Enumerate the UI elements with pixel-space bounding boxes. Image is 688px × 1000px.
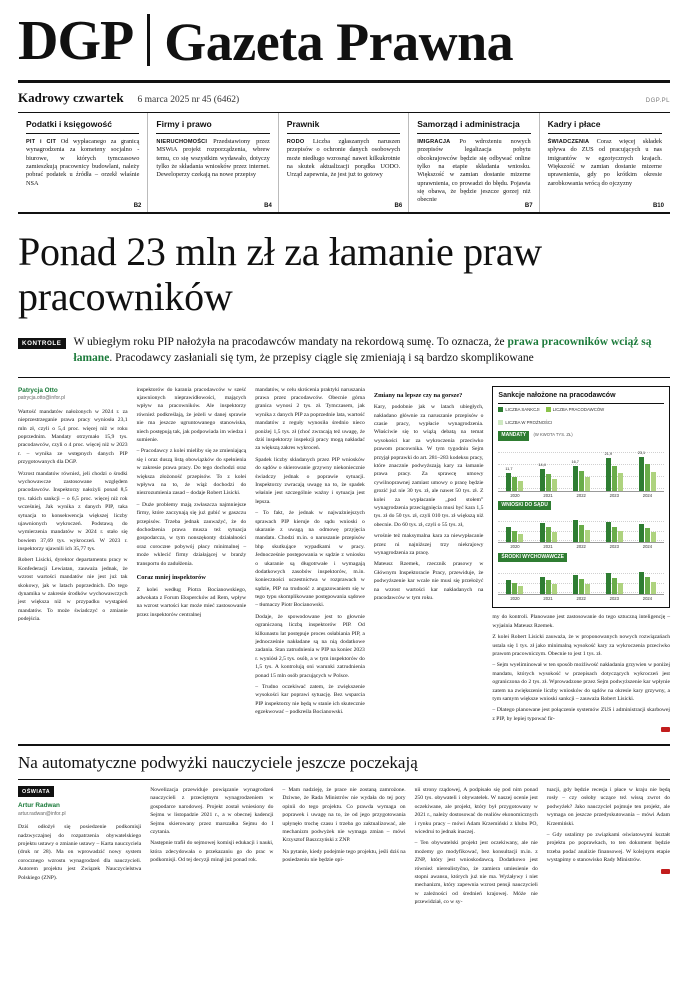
- chart-bar: [612, 466, 617, 491]
- paragraph: mandatów, w celu skrócenia praktyki naruszania prawa przez pracodawców. Obecnie górna granica wynosi 2 tys. zł. Tymczasem, jak wynika z danych PIP za poprzednie lata, wartość mandatów z reguły wynosiła średnio nieco poniżej 1,5 tys. zł (choć zwracają też uwagę, że dziś inspektorzy inspekcji pracy mogą nakładać za większą zakres wykroceń.: [255, 386, 365, 452]
- secondary-column-2: [150, 786, 273, 909]
- chart-bar-group: [606, 444, 623, 491]
- chart-bar: [518, 481, 523, 490]
- paragraph: tuacji, gdy będzie recesja i płace w kraju nie będą rosły – czy osłoby uczące też wissą zwrot do podwyżek? Jako nauczyciel pojmuje ten projekt, ale wymaga on jeszcze przedyskutowania – mówi Adam Krzemiński.: [546, 787, 670, 827]
- chart-bar-label: 23,1: [637, 450, 646, 455]
- teaser-body: Od wypłacanego za granicą wynagrodzenia za kometeny socjalno - biurowe, w których tymczasowo zamieszkują pracownicy budowlani, należy pobrać podatek u źródła – orzekł właśnie NSA: [26, 138, 140, 187]
- chart-bar-label: 14,4: [538, 463, 546, 468]
- chart-bar: [540, 523, 545, 543]
- article-column-2: [137, 386, 247, 735]
- chart-bar: [606, 573, 611, 594]
- chart-bar-label: 16,7: [571, 460, 579, 465]
- category-badge: OŚWIATA: [18, 786, 54, 797]
- teaser-podatki[interactable]: [18, 113, 148, 212]
- paragraph: Wartość mandatów nałożonych w 2024 r. za nieprzestrzeganie prawa pracy wyniosła 23,1 mln zł, czyli o 5,4 proc. więcej niż w roku poprzednim. Mandaty otrzymało 15,9 tys. pracodawców, czyli o 4 proc. więcej niż w 2023 r. – wynika ze wstępnych danych PIP przygotowanych dla DGP.: [18, 408, 128, 466]
- paragraph: – Mam nadzieję, że prace nie zostaną zamrożone. Dziwne, że Rada Ministrów nie wydała do tej pory opinii do tego projektu. Co prawda wymaga on poprawek i uwagę na to, że od jego przygotowania upłynęło trochę czasu i trzeba go zaktualizować, ale mechanizm podwyżek nie wymaga zmian – mówi Krzysztof Baszczyński z ZNP.: [282, 787, 406, 844]
- chart-bar: [540, 577, 545, 595]
- chart-bars: [498, 565, 664, 594]
- chart-plot-wnioski: [498, 513, 664, 543]
- end-mark-wrap: [547, 868, 670, 876]
- teaser-tag: ŚWIADCZENIA: [547, 139, 590, 145]
- teaser-rule: [287, 133, 400, 134]
- end-mark: [661, 727, 670, 732]
- chart-bar: [618, 473, 623, 491]
- section-rule: [18, 744, 670, 746]
- chart-bar: [571, 460, 579, 491]
- legend-item: [546, 407, 605, 413]
- chart-bar: [612, 527, 617, 543]
- legend-label: LICZBA SANKCJI: [505, 407, 540, 413]
- section-teasers: [18, 113, 670, 214]
- chart-bar: [552, 479, 557, 491]
- chart-bar-group: [639, 565, 656, 594]
- article-column-5: [492, 386, 670, 735]
- chart-bar: [585, 530, 590, 542]
- chart-xtick: 2024: [642, 596, 653, 602]
- chart-bar: [552, 584, 557, 594]
- paragraph: – Dlatego planowane jest połączenie systemów ZUS i administracji skarbowej z PIP, by lepiej typować fir-: [492, 707, 670, 722]
- chart-xtick: 2024: [642, 492, 653, 498]
- chart-xtick: 2021: [543, 492, 553, 498]
- chart-bar-group: [606, 565, 623, 594]
- secondary-column-4: [415, 786, 538, 909]
- article-column-3: [255, 386, 365, 735]
- chart-xtick: 2020: [510, 492, 520, 498]
- teaser-title: Firmy i prawo: [156, 119, 212, 129]
- paragraph: nii strony rządowej, A podpisało się pod nim ponad 250 tys. obywateli i obywatelek. W naszej ocenie jest oczekiwane, ale projekt, który był przygotowany w 2021 r., należy dostosować do realiów ekonomicznych i rynku pracy – mówi Adam Krzemiński z klubu PO, wicedrui to jednak inaczej.: [414, 787, 538, 836]
- chart-bar: [606, 522, 611, 542]
- masthead-logo-dgp: DGP: [18, 10, 134, 73]
- lede: [18, 334, 670, 367]
- subhead-bar: [18, 83, 670, 112]
- masthead: [18, 10, 670, 74]
- chart-xtick: 2023: [609, 544, 619, 550]
- chart-bar: [506, 580, 511, 595]
- chart-bar: [552, 532, 557, 543]
- teaser-samorzad[interactable]: [409, 113, 539, 212]
- masthead-title: Gazeta Prawna: [164, 11, 514, 72]
- paragraph: Wzrost mandatów również, jeli chodzi o środki wychowawcze zastosowane względem pracodawców. Inspektorzy nałożyli ponad 8,5 tys. takich sankcji – o 6,5 proc. więcej niż rok wcześniej, Jak wynika z danych PIP, taka sytuacja to konsekwencja większej liczby ujawnionych wykroczeń. Podstawą do wymierzenia mandatów w 2024 r. stało się bowiem 37,69 tys. wykroczeń. W 2023 r. inspektorzy ujawnili ich 35,77 tys.: [18, 470, 128, 553]
- chart-bar: [579, 471, 584, 490]
- chart-group-note: (W KWOTA TYS. ZŁ): [533, 432, 573, 438]
- secondary-column-5: [547, 786, 670, 909]
- teaser-rule: [548, 133, 662, 134]
- chart-bar: [518, 586, 523, 594]
- chart-bar: [512, 531, 517, 543]
- secondary-rule: [18, 779, 670, 780]
- site-logo: DGP.PL: [645, 98, 670, 104]
- teaser-kadry[interactable]: [540, 113, 670, 212]
- chart-bar-group: [506, 444, 523, 491]
- chart-bar: [645, 528, 650, 542]
- chart-bar-label: 21,9: [604, 452, 612, 457]
- lede-text: [74, 334, 670, 367]
- teaser-body: Przedstawiony przez MSWiA projekt rozporządzenia, wbrew temu, co się wszystkim wydawało, dotyczy tylko że składania wniosków przez internet. Deweloperzy czekają na nowe przepisy: [156, 138, 270, 179]
- subheading: Coraz mniej inspektorów: [136, 573, 206, 581]
- secondary-article-body: [18, 786, 670, 909]
- paragraph: – Gdy ustalimy po związkami oświatowymi kształt projektu po poprawkach, to ten dokument będzie trzeba podać analizie finansowej. W kolejnym etapie wystąpimy o stanowisko Rady Ministrów.: [546, 832, 670, 864]
- chart-bar: [639, 572, 644, 594]
- teaser-page: B7: [524, 203, 533, 210]
- chart-bar: [604, 452, 612, 490]
- chart-group-mandaty: [498, 429, 664, 499]
- teaser-text: [548, 138, 662, 188]
- teaser-rule: [156, 133, 269, 134]
- chart-bar: [538, 463, 546, 490]
- teaser-body: Po wdrożeniu nowych przepisów legalizacja pobytu obcokrajowców będzie się odbywać online tylko na etapie składania wniosku. Większоść w zamian dostanie mizerne uprawnienia, co prowadzi do błędu. Pojawia się obawa, że będzie jeszcze gorzej niż obecnie: [417, 138, 531, 204]
- chart-bar: [506, 527, 511, 542]
- byline: [18, 801, 141, 818]
- paragraph: Dodaje, że spowodowane jest to głownie ograniczoną liczbą inspektorów PIP. Od kilkunastu lat postępuje proces osłabiania PIP, a jednocześnie nakładane są na nią dodatkowe zadania. Stan zatrudnienia w PIP na koniec 2023 r. wyniósł 2,5 tys. osób, a w tym inspektorów do 1,5 tys. A kontrolują oni warunki zatrudnienia ponad 15 mln osób pracujących w Polsce.: [255, 613, 365, 679]
- teaser-tag: PIT i CIT: [26, 139, 57, 145]
- chart-bar: [612, 578, 617, 594]
- chart-bar-group: [606, 513, 623, 542]
- chart-bar: [512, 583, 517, 594]
- teaser-text: [287, 138, 400, 180]
- teaser-text: [26, 138, 139, 188]
- chart-group-title: WNIOSKI DO SĄDU: [498, 501, 550, 511]
- chart-xtick: 2022: [576, 596, 586, 602]
- chart-xtick: 2024: [642, 544, 653, 550]
- chart-xtick: 2020: [510, 544, 520, 550]
- legend-swatch-3: [498, 420, 503, 425]
- chart-sankcje: [492, 386, 670, 609]
- paragraph: – Pracodawcy z kolei mieliby się ze zmieniającą się i oraz duszą listą obowiązków do spełnienia w zakresie prawa pracy. Do tego dochodzi oraz większa złożoność przepisów. To z kolei wpływa na to, że wiąż dochodzi do niezrozumienia zasad – dodaje Robert Lisicki.: [136, 448, 247, 497]
- chart-bar: [585, 477, 590, 490]
- subheading: Zmiany na lepsze czy na gorsze?: [373, 391, 463, 399]
- chart-bar: [546, 527, 551, 542]
- paragraph: Spadek liczby składanych przez PIP wniosków do sądów o skierowanie grzywny niekoniecznie świadczy jednak o poprawie sytuacji. Inspektorzy zwracają uwagę na to, że spadek właśnie jest szczególnie ważny i sytuacja jest lepsza.: [255, 456, 365, 505]
- chart-group-srodki: [498, 551, 664, 603]
- author-email: patrycja.otto@infor.pl: [18, 395, 66, 402]
- chart-xaxis: [498, 596, 664, 602]
- secondary-column-1: [18, 786, 141, 909]
- chart-bar-group: [639, 444, 656, 491]
- chart-bar-group: [540, 444, 557, 491]
- teaser-text: [417, 138, 530, 204]
- teaser-page: B4: [264, 203, 272, 210]
- chart-xtick: 2023: [609, 596, 619, 602]
- teaser-title: Podatki i księgowość: [26, 119, 112, 129]
- chart-bar: [651, 532, 656, 542]
- chart-group-wnioski: [498, 499, 664, 551]
- paragraph: Robert Lisicki, dyrektor departamentu pracy w Konfederacji Lewiatan, zauważa jednak, że wzrost wartości mandatów nie jest już tak skokowy, jak w latach poprzednich. Do tego dynamika w zakresie środków wychowawczych jest większa niż w przypadku wystąpień mandatów. To może świadczyć o zmianie podejścia.: [18, 557, 128, 623]
- article-column-4: [374, 386, 484, 735]
- paragraph: inspektorów do karania pracodawców w sześć ujawnionych nieprawidłowości, mających wpływ na pracowników. Ale inspektorzy również podkreślają, że jeżeli w danej sprawie nie ma jeszcze ugruntowanego stanowiska, niech postępują tak, jak podpowiada im wiedza i sumienie.: [136, 386, 247, 444]
- chart-bar: [645, 464, 650, 490]
- legend-item: [498, 407, 539, 413]
- chart-bar: [645, 577, 650, 594]
- legend-label: LICZBA PRACODAWCÓW: [552, 407, 605, 413]
- edition-kicker: Kadrowy czwartek: [18, 90, 124, 105]
- legend-item: [498, 420, 552, 426]
- chart-title: Sankcje nałożone na pracodawców: [498, 391, 664, 405]
- chart-bar-group: [639, 513, 656, 542]
- paragraph: Na pytanie, kiedy podejmie tego projektu, jeśli dziś na posiedzeniu nie będzie opi-: [282, 848, 406, 864]
- teaser-rule: [417, 133, 530, 134]
- chart-bar: [505, 467, 513, 490]
- secondary-title: Na automatyczne podwyżki nauczyciele jeszcze poczekają: [18, 752, 418, 772]
- paragraph: Z kolei według Piotra Bocianowskiego, adwokata z Forum Ekspercków ad Rem, wpływ na wzrost wartości kar może mieć zastosowanie przez inspektorów centralnej: [136, 586, 247, 618]
- chart-xtick: 2023: [609, 492, 619, 498]
- chart-legend: [498, 407, 664, 426]
- chart-bar: [579, 579, 584, 594]
- chart-bar: [637, 450, 646, 491]
- paragraph: – Sejm wyeliminował w ten sposób możliwość nakładania grzywien w poniżej mandatu, których wysokość w przepisach dotyczących wykroczeń jest ograniczona do 2 tys. zł. Wprowadzone przez Sejm podwyższenie kar wpłynie zatem na zwiększenie liczby wniosków do sądów na okresie kary grzywny, a tym samym większe wnioski sankcji – zauważa Robert Lisicki.: [492, 662, 670, 702]
- paragraph: Dziś odłożył się posiedzenie podkomisji nadzwyczajnej do rozpatrzenia obywatelskiego projektu ustawy o zmianie ustawy – Karta nauczyciela (druk nr 28). Ma on wprowadzić nowy system corocznego wzrostu wynagrodzeń dla nauczycieli. Autorem projektu jest Związek Nauczycielstwa Polskiego (ZNP).: [18, 824, 142, 881]
- secondary-column-3: [282, 786, 405, 909]
- paragraph: – To fakt, że jednak w najważniejszych sprawach PIP kieruje do sądu wnioski o ukaranie z uwagą na odmowę przyjęcia mandatu. Chodzi m.in. o naruszanie przepisów bhp skutkujące wypadkami w pracy. Jednocześnie postępowania w sądzie z wniosku o ukaranie są długotrwałe i wymagają dodatkowych zasobów inspektorów, m.in. konieczności uczestnictwa w rozprawach w sądzie, PIP na trudność z angazowaniem się w tego typu skomplikowane postępowania sądowe – tłumaczy Piotr Bocianowski.: [255, 510, 365, 609]
- chart-bar-group: [506, 513, 523, 542]
- end-mark-wrap: [492, 726, 670, 734]
- teaser-rule: [26, 133, 139, 134]
- author-email: artur.radwan@infor.pl: [18, 810, 66, 817]
- chart-bar-group: [540, 565, 557, 594]
- chart-bar: [546, 474, 551, 490]
- paragraph: my do kontroli. Planowane jest zastosowanie do tego sztuczną inteligencję – wyjaśnia Mateusz Rzemek.: [492, 614, 670, 629]
- lede-part2: . Pracodawcy zasłaniali się tym, że przepisy ciągle się zmieniają i są bardzo skomplikowane: [109, 352, 534, 365]
- teaser-title: Kadry i płace: [547, 119, 601, 129]
- chart-bar: [512, 477, 517, 490]
- chart-bar: [618, 583, 623, 594]
- chart-bar-label: 11,7: [505, 467, 513, 472]
- teaser-tag: RODO: [286, 139, 305, 145]
- edition-date: 6 marca 2025 nr 45 (6462): [137, 95, 240, 105]
- chart-bar: [585, 584, 590, 595]
- teaser-tag: IMIGRACJA: [417, 139, 451, 145]
- chart-bar: [651, 472, 656, 491]
- article-body: [18, 386, 670, 735]
- page-title: Ponad 23 mln zł za łamanie praw pracowników: [18, 229, 542, 320]
- chart-group-title: ŚRODKI WYCHOWAWCZE: [498, 553, 567, 563]
- end-mark: [661, 869, 670, 874]
- teaser-text: [156, 138, 269, 180]
- status-badge: KONTROLE: [18, 338, 66, 349]
- chart-bar: [639, 524, 644, 543]
- teaser-title: Samorząd i administracja: [417, 119, 520, 129]
- lede-highlight: prawa pracowników wciąż są łamane: [73, 336, 652, 365]
- paragraph: – Ten obywatelski projekt jest oczekiwany, ale nie możemy go modyfikować, bez konsultacji m.in. z ZNP, który jest wnioskodawcą. Dodatkowo jest również nierealistyčno, że zamiera umiesienie do stopni awansu, których już nie ma. Wyżaływy i niet mechanizm, który zapewnia wzrost pensji nauczycieli w zależności od średnień krajowej. Móże nie przewidział, co w sy-: [414, 840, 538, 906]
- paragraph: Nowelizacja przewiduje powiązanie wynagrodzeń nauczycieli z przeciętnym wynagrodzeniem w gospodarce narodowej. Projekt został wniesiony do Sejmu w listopadzie 2021 r., a w obecnej kadencji Sejmu skierowany przez marszałka Sejmu do I czytania.: [150, 787, 274, 836]
- legend-swatch-1: [498, 407, 503, 412]
- byline: [18, 386, 128, 403]
- chart-bar-group: [573, 565, 590, 594]
- teaser-page: B2: [133, 203, 142, 210]
- paragraph: Następnie trafił do sejmowej komisji edukacji i nauki, która zdecydowała o przekazaniu go do prac w podkomisji. Od tej decyzji minął już ponad rok.: [150, 840, 274, 864]
- legend-swatch-2: [546, 407, 551, 412]
- chart-xtick: 2021: [543, 544, 553, 550]
- chart-xtick: 2022: [576, 544, 586, 550]
- legend-label: LICZBA W PROŻNOŚCI: [505, 419, 553, 425]
- teaser-page: B6: [394, 203, 403, 210]
- teaser-title: Prawnik: [286, 119, 320, 129]
- chart-plot-mandaty: [498, 444, 664, 492]
- teaser-prawnik[interactable]: [279, 113, 409, 212]
- chart-bar: [546, 580, 551, 594]
- chart-plot-srodki: [498, 565, 664, 595]
- chart-group-title: MANDATY: [498, 431, 529, 441]
- paragraph: Kary, podobnie jak w latach ubiegłych, nakładano głównie za naruszanie przepisów o czasie pracy, wypłacie wynagrodzenia. Właściwie się to wiążą debatą na temat wysokości kar za wykroczenia przeciwko prawom pracownika. W tym tygodniu Sejm przyjął poprawki do art. 281–283 kodeksu pracy, które znacznie podwyższają kary za łamanie prawa pracy. Za sprawcę umowy cywilnoprawnej zamiast umowy o pracę będzie grozić już nie 30 tys. zł, ale nawet 50 tys. zł. Z kolei za wypłacanie „pod stołem” wynagrodzenia przeciągnięcia musi być kara 1,5 tys. zł do 50 tys. zł, czyli 010 tys. zł większą niż obecnie. Do 60 tys. zł, czyli o 55 tys. zł,: [373, 404, 484, 528]
- masthead-divider: [147, 14, 150, 66]
- paragraph: Z kolei Robert Lisicki zauważa, że w proponowanych nowych rozwiązańach ustala się 1 tys. zł jako minimalną wysokość kary za wykroczenia przeciwko prawom pracowniczym. Obecnie to jest 1 tys. zł.: [492, 634, 670, 658]
- chart-bar: [573, 520, 578, 542]
- chart-xtick: 2022: [576, 492, 586, 498]
- author-name: Artur Radwan: [18, 802, 60, 810]
- teaser-tag: NIERUCHOMOŚCI: [156, 139, 208, 145]
- chart-bar-group: [573, 513, 590, 542]
- author-name: Patrycja Otto: [18, 386, 58, 394]
- chart-bar: [518, 534, 523, 542]
- chart-bars: [498, 444, 664, 491]
- chart-xtick: 2020: [510, 596, 520, 602]
- chart-bar-group: [573, 444, 590, 491]
- paragraph: – Trudno oczekiwać zatem, że zwiększenie wysokości kar poprawi sytuację. Bez wsparcia PIP inspektorzy nie będą w stanie ich skutecznie egzekwować – podkreśla Bocianowski.: [255, 683, 365, 716]
- paragraph: Mateusz Rzemek, rzecznik prasowy w Głównym Inspektoracie Pracy, przewiduje, że podwyższenie kar wcale nie musi się przełożyć na wzrost wartości kar nakładanych na pracodawców w tym roku.: [373, 561, 484, 601]
- paragraph: – Duże problemy mają zwłaszcza najmniejsze firmy, które zaczynają się już gubić w gaszczu przepisów. Trzeba jednak zauważyć, że do dochodzenia prawa musza też sytuacja gospodarcza, w tym nonszękonty działalności oraz coroczнe pobywój płacy minimalnej – może wklecić firmy działającej w branży transportu do zadułżenia.: [136, 501, 247, 567]
- chart-bar-group: [540, 513, 557, 542]
- teaser-page: B10: [652, 203, 664, 210]
- teaser-body: Liczba zgłaszanych naruszen przepisów o ochronie danych osobowych może niedługo wzrosnąć nawet kilkukrotnie na skutek aktualizacji porądka UODO. Urząd zapewnia, że jest już to gotowy: [286, 138, 401, 179]
- chart-bar-group: [506, 565, 523, 594]
- chart-bar: [579, 525, 584, 542]
- chart-bars: [498, 513, 664, 542]
- teaser-firmy[interactable]: [148, 113, 278, 212]
- article-column-1: [18, 386, 128, 735]
- chart-bar: [651, 582, 656, 594]
- chart-xtick: 2021: [543, 596, 553, 602]
- chart-bar: [618, 531, 623, 542]
- chart-bar: [573, 575, 578, 594]
- lede-part1: W ubiegłym roku PIP nałożyła na pracodawców mandaty na rekordową sumę. To oznacza, że: [73, 336, 508, 349]
- teaser-body: Coraz więcej składek spływa do ZUS od pracujących u nas imigrantów w egzotycznych krajach. Większość w zamian dostanie mizerne uprawnienia, gdy po krótkim okresie zarobkowania wrócą do ojczyzny: [547, 138, 662, 187]
- paragraph: wrośnie też maksymalna kara za niewypłacanie przez ni najniższej trzy niekrajowy wynagrodzenia za pracę.: [373, 533, 484, 556]
- lede-rule: [18, 377, 670, 378]
